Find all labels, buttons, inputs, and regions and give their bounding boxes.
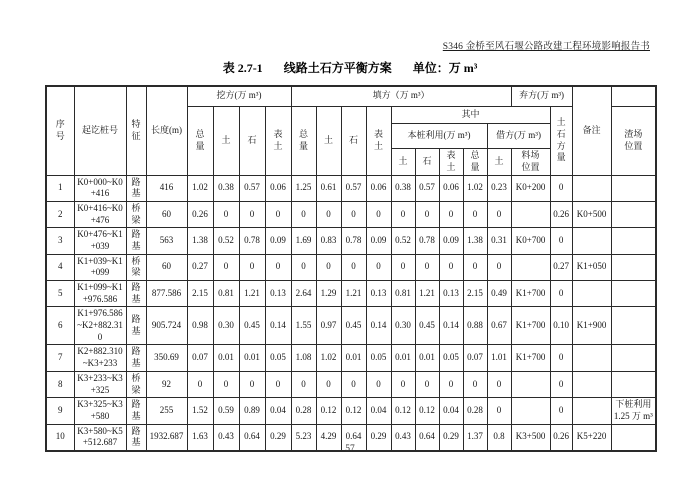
cell-onsite-rock: 1.21 [415, 281, 439, 307]
col-header-fill-total [291, 106, 316, 175]
cell-seq: 7 [46, 345, 74, 371]
cell-fill-topsoil: 0.13 [366, 281, 391, 307]
feature-text: 路基 [131, 425, 141, 448]
feature-text: 路基 [131, 176, 141, 199]
cell-exc-soil: 0.01 [213, 345, 239, 371]
table-row [46, 281, 656, 307]
cell-exc-rock: 0.89 [239, 398, 265, 424]
cell-seq: 8 [46, 371, 74, 397]
cell-spoil-site: K1+900 [572, 307, 611, 345]
cell-fill-rock: 0.57 [341, 175, 366, 201]
cell-exc-soil: 0.43 [213, 424, 239, 451]
cell-borrow-soil: 0.67 [487, 307, 511, 345]
cell-exc-rock: 0.57 [239, 175, 265, 201]
cell-fill-total: 1.25 [291, 175, 316, 201]
cell-fill-soil: 1.29 [316, 281, 341, 307]
cell-stake: K0+416~K0+476 [74, 201, 126, 227]
cell-fill-rock: 0.78 [341, 228, 366, 254]
cell-exc-topsoil: 0.05 [265, 345, 291, 371]
cell-fill-soil: 0.61 [316, 175, 341, 201]
col-header-stake: 起讫桩号 [74, 86, 126, 175]
cell-feature [126, 175, 146, 201]
cell-onsite-rock: 0 [415, 201, 439, 227]
cell-waste-volume: 0 [550, 371, 572, 397]
table-title-text: 线路土石方平衡方案 [283, 61, 392, 75]
cell-exc-total: 0.27 [187, 254, 213, 280]
cell-fill-topsoil: 0.06 [366, 175, 391, 201]
cell-exc-soil: 0.52 [213, 228, 239, 254]
cell-fill-total: 1.69 [291, 228, 316, 254]
cell-remark [611, 345, 656, 371]
cell-exc-topsoil: 0 [265, 371, 291, 397]
cell-stake: K0+476~K1+039 [74, 228, 126, 254]
cell-spoil-site: K1+050 [572, 254, 611, 280]
cell-length: 92 [146, 371, 187, 397]
cell-onsite-soil: 0 [391, 201, 415, 227]
cell-onsite-soil: 0.12 [391, 398, 415, 424]
cell-fill-topsoil: 0.05 [366, 345, 391, 371]
col-header-spoil-site-text: 渣场位置 [624, 128, 643, 151]
cell-remark [611, 201, 656, 227]
cell-onsite-topsoil: 0.14 [439, 307, 463, 345]
cell-fill-topsoil: 0.29 [366, 424, 391, 451]
col-header-material-site-text: 料场位置 [521, 149, 540, 172]
cell-fill-topsoil: 0 [366, 254, 391, 280]
cell-borrow-soil: 0 [487, 398, 511, 424]
cell-seq: 6 [46, 307, 74, 345]
cell-material-site: K0+700 [511, 228, 550, 254]
cell-length: 60 [146, 254, 187, 280]
cell-borrow-soil: 1.01 [487, 345, 511, 371]
table-row [46, 201, 656, 227]
cell-fill-topsoil: 0.09 [366, 228, 391, 254]
cell-onsite-soil: 0.01 [391, 345, 415, 371]
cell-fill-soil: 0.97 [316, 307, 341, 345]
feature-text: 桥梁 [131, 255, 141, 278]
cell-exc-soil: 0 [213, 201, 239, 227]
cell-borrow-soil: 0.49 [487, 281, 511, 307]
table-body [46, 175, 656, 451]
cell-fill-soil: 0 [316, 201, 341, 227]
cell-length: 1932.687 [146, 424, 187, 451]
cell-exc-soil: 0 [213, 371, 239, 397]
feature-text: 路基 [131, 229, 141, 251]
cell-seq: 2 [46, 201, 74, 227]
col-header-fill-total-text: 总量 [299, 128, 309, 151]
feature-text: 路基 [131, 399, 141, 421]
cell-fill-soil: 0.12 [316, 398, 341, 424]
col-header-onsite-soil: 土 [391, 148, 415, 175]
col-header-onsite-rock: 石 [415, 148, 439, 175]
cell-remark [611, 228, 656, 254]
cell-fill-total: 0.28 [291, 398, 316, 424]
cell-exc-total: 1.02 [187, 175, 213, 201]
cell-exc-topsoil: 0.13 [265, 281, 291, 307]
cell-onsite-topsoil: 0.06 [439, 175, 463, 201]
cell-feature [126, 371, 146, 397]
col-header-exc-soil: 土 [213, 106, 239, 175]
cell-onsite-rock: 0 [415, 371, 439, 397]
col-header-exc-total [187, 106, 213, 175]
cell-onsite-topsoil: 0.04 [439, 398, 463, 424]
col-header-waste-volume [550, 106, 572, 175]
cell-fill-total: 0 [291, 254, 316, 280]
cell-material-site [511, 371, 550, 397]
col-header-feature [126, 86, 146, 175]
cell-onsite-total: 0.88 [463, 307, 487, 345]
cell-fill-total: 2.64 [291, 281, 316, 307]
cell-length: 563 [146, 228, 187, 254]
cell-exc-total: 1.38 [187, 228, 213, 254]
cell-length: 877.586 [146, 281, 187, 307]
cell-feature [126, 307, 146, 345]
cell-material-site [511, 254, 550, 280]
cell-spoil-site [572, 281, 611, 307]
cell-fill-rock: 0 [341, 254, 366, 280]
cell-exc-topsoil: 0 [265, 201, 291, 227]
cell-seq: 3 [46, 228, 74, 254]
cell-material-site: K3+500 [511, 424, 550, 451]
cell-length: 350.69 [146, 345, 187, 371]
cell-remark [611, 175, 656, 201]
cell-material-site: K1+700 [511, 281, 550, 307]
cell-waste-volume: 0.10 [550, 307, 572, 345]
cell-exc-topsoil: 0.06 [265, 175, 291, 201]
cell-onsite-total: 0.07 [463, 345, 487, 371]
cell-waste-volume: 0 [550, 175, 572, 201]
cell-fill-rock: 0 [341, 371, 366, 397]
doc-header: S346 金桥至风石堰公路改建工程环境影响报告书 [442, 42, 650, 52]
table-title-label: 表 2.7-1 [222, 61, 263, 75]
feature-text: 桥梁 [131, 372, 141, 395]
cell-spoil-site [572, 398, 611, 424]
cell-onsite-soil: 0 [391, 254, 415, 280]
cell-onsite-soil: 0.52 [391, 228, 415, 254]
cell-fill-soil: 0 [316, 371, 341, 397]
cell-spoil-site: K0+500 [572, 201, 611, 227]
cell-length: 416 [146, 175, 187, 201]
cell-fill-soil: 0 [316, 254, 341, 280]
col-header-fill-topsoil [366, 106, 391, 175]
feature-text: 路基 [131, 346, 141, 369]
cell-exc-topsoil: 0.29 [265, 424, 291, 451]
cell-seq: 9 [46, 398, 74, 424]
page-number: 57 [345, 444, 355, 454]
cell-onsite-rock: 0.01 [415, 345, 439, 371]
table-row [46, 345, 656, 371]
cell-onsite-rock: 0 [415, 254, 439, 280]
cell-fill-total: 0 [291, 201, 316, 227]
cell-spoil-site [572, 371, 611, 397]
header-row-1 [46, 86, 656, 106]
cell-onsite-total: 0 [463, 254, 487, 280]
col-header-onsite-total-text: 总量 [470, 149, 480, 172]
col-header-material-site [511, 148, 550, 175]
cell-spoil-site [572, 345, 611, 371]
cell-stake: K1+099~K1+976.586 [74, 281, 126, 307]
col-header-seq-text: 序号 [55, 119, 65, 141]
cell-onsite-total: 0 [463, 371, 487, 397]
table-title [0, 59, 700, 76]
cell-remark [611, 254, 656, 280]
col-header-exc-topsoil [265, 106, 291, 175]
cell-fill-total: 1.08 [291, 345, 316, 371]
cell-onsite-total: 0.28 [463, 398, 487, 424]
cell-feature [126, 398, 146, 424]
col-header-seq [46, 86, 74, 175]
cell-onsite-total: 0 [463, 201, 487, 227]
cell-feature [126, 254, 146, 280]
cell-onsite-soil: 0.43 [391, 424, 415, 451]
cell-borrow-soil: 0 [487, 371, 511, 397]
cell-borrow-soil: 0.23 [487, 175, 511, 201]
cell-exc-total: 0.98 [187, 307, 213, 345]
cell-seq: 1 [46, 175, 74, 201]
cell-spoil-site [572, 228, 611, 254]
col-header-fill-rock: 石 [341, 106, 366, 175]
cell-fill-rock: 0.12 [341, 398, 366, 424]
table-row [46, 398, 656, 424]
cell-onsite-soil: 0 [391, 371, 415, 397]
col-header-feature-text: 特征 [131, 119, 141, 141]
cell-exc-rock: 1.21 [239, 281, 265, 307]
cell-material-site [511, 201, 550, 227]
cell-fill-rock: 0.01 [341, 345, 366, 371]
table-row [46, 254, 656, 280]
cell-material-site: K1+700 [511, 345, 550, 371]
cell-onsite-total: 1.38 [463, 228, 487, 254]
col-header-onsite-topsoil [439, 148, 463, 175]
cell-onsite-topsoil: 0 [439, 371, 463, 397]
col-header-remark: 备注 [572, 86, 611, 175]
cell-onsite-soil: 0.30 [391, 307, 415, 345]
cell-fill-topsoil: 0.04 [366, 398, 391, 424]
table-row [46, 228, 656, 254]
cell-onsite-total: 1.02 [463, 175, 487, 201]
cell-exc-rock: 0 [239, 371, 265, 397]
col-header-fill-topsoil-text: 表土 [374, 128, 384, 151]
cell-onsite-soil: 0.81 [391, 281, 415, 307]
cell-exc-topsoil: 0.14 [265, 307, 291, 345]
cell-onsite-topsoil: 0.05 [439, 345, 463, 371]
cell-exc-topsoil: 0 [265, 254, 291, 280]
cell-material-site: K1+700 [511, 307, 550, 345]
cell-fill-topsoil: 0.14 [366, 307, 391, 345]
cell-fill-total: 0 [291, 371, 316, 397]
cell-seq: 4 [46, 254, 74, 280]
cell-stake: K2+882.310~K3+233 [74, 345, 126, 371]
col-header-waste-volume-text: 土石方量 [556, 117, 566, 163]
cell-waste-volume: 0 [550, 398, 572, 424]
cell-remark [611, 281, 656, 307]
cell-borrow-soil: 0.8 [487, 424, 511, 451]
cell-exc-total: 0.07 [187, 345, 213, 371]
cell-waste-volume: 0 [550, 228, 572, 254]
cell-remark: 下桩利用 1.25 万 m³ [611, 398, 656, 424]
earthwork-balance-table [45, 85, 657, 452]
table-row [46, 307, 656, 345]
cell-waste-volume: 0.26 [550, 424, 572, 451]
cell-onsite-topsoil: 0.29 [439, 424, 463, 451]
cell-exc-rock: 0.45 [239, 307, 265, 345]
cell-exc-rock: 0.78 [239, 228, 265, 254]
cell-onsite-rock: 0.57 [415, 175, 439, 201]
group-header-onsite: 本桩利用(万 m³) [391, 123, 487, 148]
cell-exc-total: 1.63 [187, 424, 213, 451]
cell-exc-rock: 0 [239, 254, 265, 280]
cell-fill-total: 1.55 [291, 307, 316, 345]
table-unit-label: 单位：万 m³ [412, 61, 478, 75]
cell-feature [126, 228, 146, 254]
cell-waste-volume: 0.27 [550, 254, 572, 280]
cell-exc-soil: 0.81 [213, 281, 239, 307]
cell-fill-soil: 4.29 [316, 424, 341, 451]
group-header-excavation: 挖方(万 m³) [187, 86, 291, 106]
cell-onsite-topsoil: 0 [439, 254, 463, 280]
cell-fill-total: 5.23 [291, 424, 316, 451]
cell-exc-topsoil: 0.04 [265, 398, 291, 424]
group-header-fill: 填方（万 m³） [291, 86, 511, 106]
feature-text: 路基 [131, 314, 141, 336]
cell-exc-soil: 0.38 [213, 175, 239, 201]
cell-stake: K0+000~K0+416 [74, 175, 126, 201]
cell-onsite-topsoil: 0 [439, 201, 463, 227]
cell-onsite-rock: 0.12 [415, 398, 439, 424]
cell-fill-rock: 0.45 [341, 307, 366, 345]
cell-remark [611, 371, 656, 397]
cell-borrow-soil: 0 [487, 254, 511, 280]
cell-onsite-rock: 0.64 [415, 424, 439, 451]
feature-text: 路基 [131, 282, 141, 304]
cell-fill-rock: 0 [341, 201, 366, 227]
cell-spoil-site: K5+220 [572, 424, 611, 451]
group-header-among: 其中 [391, 106, 550, 123]
cell-remark [611, 307, 656, 345]
col-header-borrow-soil: 土 [487, 148, 511, 175]
cell-feature [126, 281, 146, 307]
cell-fill-topsoil: 0 [366, 201, 391, 227]
cell-exc-total: 2.15 [187, 281, 213, 307]
cell-exc-total: 0.26 [187, 201, 213, 227]
table-row [46, 175, 656, 201]
cell-fill-soil: 0.83 [316, 228, 341, 254]
cell-waste-volume: 0 [550, 345, 572, 371]
cell-seq: 10 [46, 424, 74, 451]
col-header-onsite-topsoil-text: 表土 [446, 149, 456, 172]
cell-length: 60 [146, 201, 187, 227]
cell-fill-soil: 1.02 [316, 345, 341, 371]
col-header-exc-total-text: 总量 [195, 128, 205, 151]
cell-spoil-site [572, 175, 611, 201]
cell-waste-volume: 0.26 [550, 201, 572, 227]
col-header-exc-rock: 石 [239, 106, 265, 175]
col-header-exc-topsoil-text: 表土 [273, 128, 283, 151]
cell-onsite-topsoil: 0.09 [439, 228, 463, 254]
cell-exc-soil: 0 [213, 254, 239, 280]
cell-exc-rock: 0.01 [239, 345, 265, 371]
cell-onsite-rock: 0.78 [415, 228, 439, 254]
group-header-borrow: 借方(万 m³) [487, 123, 550, 148]
cell-stake: K3+580~K5+512.687 [74, 424, 126, 451]
cell-fill-rock: 1.21 [341, 281, 366, 307]
cell-material-site [511, 398, 550, 424]
col-header-length: 长度(m) [146, 86, 187, 175]
cell-material-site: K0+200 [511, 175, 550, 201]
cell-exc-soil: 0.59 [213, 398, 239, 424]
col-header-spoil-site [611, 106, 656, 175]
cell-feature [126, 201, 146, 227]
cell-stake: K3+325~K3+580 [74, 398, 126, 424]
cell-borrow-soil: 0.31 [487, 228, 511, 254]
cell-borrow-soil: 0 [487, 201, 511, 227]
cell-exc-topsoil: 0.09 [265, 228, 291, 254]
cell-seq: 5 [46, 281, 74, 307]
cell-fill-rock: 0.64 [341, 424, 366, 451]
cell-onsite-rock: 0.45 [415, 307, 439, 345]
col-header-fill-soil: 土 [316, 106, 341, 175]
cell-stake: K1+976.586~K2+882.310 [74, 307, 126, 345]
cell-onsite-topsoil: 0.13 [439, 281, 463, 307]
feature-text: 桥梁 [131, 202, 141, 225]
table-row [46, 371, 656, 397]
cell-exc-rock: 0 [239, 201, 265, 227]
group-header-waste: 弃方(万 m³) [511, 86, 572, 106]
cell-stake: K1+039~K1+099 [74, 254, 126, 280]
cell-exc-rock: 0.64 [239, 424, 265, 451]
cell-waste-volume: 0 [550, 281, 572, 307]
cell-onsite-total: 1.37 [463, 424, 487, 451]
cell-exc-soil: 0.30 [213, 307, 239, 345]
col-header-onsite-total [463, 148, 487, 175]
cell-onsite-soil: 0.38 [391, 175, 415, 201]
cell-exc-total: 1.52 [187, 398, 213, 424]
cell-stake: K3+233~K3+325 [74, 371, 126, 397]
table-header [46, 86, 656, 175]
cell-onsite-total: 2.15 [463, 281, 487, 307]
cell-length: 255 [146, 398, 187, 424]
cell-length: 905.724 [146, 307, 187, 345]
cell-exc-total: 0 [187, 371, 213, 397]
cell-fill-topsoil: 0 [366, 371, 391, 397]
cell-feature [126, 345, 146, 371]
